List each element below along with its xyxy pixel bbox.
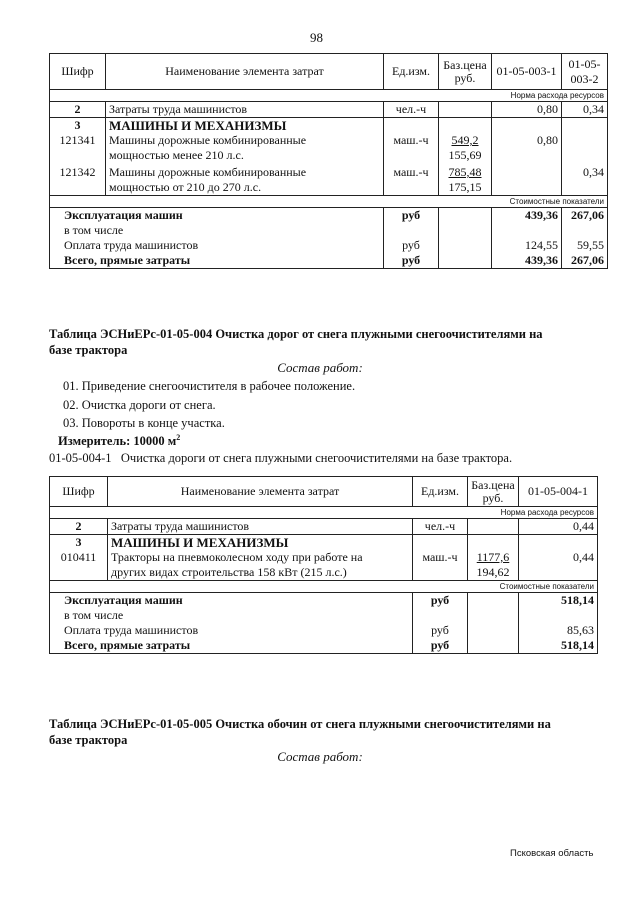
labor-name: Затраты труда машинистов (108, 519, 413, 535)
exploitation-label: Эксплуатация машин (50, 593, 413, 609)
exploitation-v1: 439,36 (492, 208, 562, 224)
wages-unit: руб (384, 238, 439, 253)
total-v2: 267,06 (562, 253, 608, 269)
header-code: Шифр (50, 477, 108, 507)
row-name: Машины дорожные комбинированные (109, 165, 307, 179)
prices (439, 118, 492, 196)
values-col2: 0,34 (562, 118, 608, 196)
labor-v2: 0,34 (562, 102, 608, 118)
row-price: 1177,6 (476, 550, 510, 564)
values-col1: 0,80 (492, 118, 562, 196)
header-unit: Ед.изм. (413, 477, 468, 507)
exploitation-unit: руб (413, 593, 468, 609)
machines-num: 3 010411 (50, 535, 108, 581)
row-price: 785,48 (448, 165, 482, 179)
measure: Измеритель: 10000 $м^2$ (58, 433, 181, 449)
exploitation-unit: руб (384, 208, 439, 224)
row-code: 121341 (59, 133, 96, 147)
labor-name: Затраты труда машинистов (106, 102, 384, 118)
labor-num: 2 (50, 102, 106, 118)
item-text: Очистка дороги от снега плужными снегоочистителями на базе трактора. (120, 451, 513, 465)
header-col1: 01-05-003-1 (492, 54, 562, 90)
machines-title: МАШИНЫ И МЕХАНИЗМЫ (111, 535, 289, 550)
work-item: 03. Повороты в конце участка. (63, 416, 225, 430)
row-name: Тракторы на пневмоколесном ходу при работе на (111, 550, 363, 564)
row-code: 121342 (59, 165, 96, 179)
row-unit: маш.-ч (393, 165, 429, 179)
work-item: 02. Очистка дороги от снега. (63, 398, 216, 412)
header-col2: 01-05-003-2 (562, 54, 608, 90)
footer-region: Псковская область (510, 848, 594, 859)
wages-unit: руб (413, 623, 468, 638)
wages-label: Оплата труда машинистов (50, 623, 413, 638)
row-unit: маш.-ч (393, 133, 429, 147)
exploitation-v1: 518,14 (519, 593, 598, 609)
units (384, 118, 439, 196)
row-name: мощностью от 210 до 270 л.с. (109, 180, 262, 194)
header-unit: Ед.изм. (384, 54, 439, 90)
total-v1: 439,36 (492, 253, 562, 269)
total-label: Всего, прямые затраты (50, 638, 413, 654)
row-price: 175,15 (448, 180, 482, 194)
page-number: 98 (310, 30, 323, 45)
row-price: 155,69 (448, 148, 482, 162)
values-col1: 0,44 (519, 535, 598, 581)
row-price: 194,62 (476, 565, 510, 579)
wages-v2: 59,55 (562, 238, 608, 253)
norm-label: Норма расхода ресурсов (50, 90, 608, 102)
row-price: 549,2 (451, 133, 479, 147)
header-name: Наименование элемента затрат (108, 477, 413, 507)
norm-label: Норма расхода ресурсов (50, 507, 598, 519)
table-01-05-004 (49, 476, 598, 654)
total-unit: руб (384, 253, 439, 269)
item-code: 01-05-004-1 (49, 451, 112, 465)
total-v1: 518,14 (519, 638, 598, 654)
table-01-05-003 (49, 53, 608, 269)
row-unit: маш.-ч (422, 550, 458, 564)
exploitation-v2: 267,06 (562, 208, 608, 224)
units (413, 535, 468, 581)
labor-unit: чел.-ч (413, 519, 468, 535)
wages-label: Оплата труда машинистов (50, 238, 384, 253)
section3-title: Таблица ЭСНиЕРс-01-05-005 Очистка обочин от снега плужными снегоочистителями на базе трактора (49, 717, 551, 747)
row-name: мощностью менее 210 л.с. (109, 148, 244, 162)
header-col1: 01-05-004-1 (519, 477, 598, 507)
header-price: Баз.цена руб. (468, 477, 519, 507)
section2-title: Таблица ЭСНиЕРс-01-05-004 Очистка дорог от снега плужными снегоочистителями на базе трактора (49, 327, 543, 357)
wages-v1: 85,63 (519, 623, 598, 638)
machines-num: 3 121341 121342 (50, 118, 106, 196)
cost-label: Стоимостные показатели (50, 196, 608, 208)
machines-list (106, 118, 384, 196)
labor-unit: чел.-ч (384, 102, 439, 118)
labor-v1: 0,80 (492, 102, 562, 118)
section3-works-title: Состав работ: (277, 749, 363, 764)
exploitation-label: Эксплуатация машин (50, 208, 384, 224)
row-name: других видах строительства 158 кВт (215 л.с.) (111, 565, 347, 579)
labor-num: 2 (50, 519, 108, 535)
section2-works-title: Состав работ: (277, 360, 363, 375)
machines-title: МАШИНЫ И МЕХАНИЗМЫ (109, 118, 287, 133)
cost-label: Стоимостные показатели (50, 581, 598, 593)
row-code: 010411 (60, 550, 97, 564)
including-label: в том числе (50, 223, 384, 238)
work-item: 01. Приведение снегоочистителя в рабочее положение. (63, 379, 356, 393)
total-label: Всего, прямые затраты (50, 253, 384, 269)
row-name: Машины дорожные комбинированные (109, 133, 307, 147)
total-unit: руб (413, 638, 468, 654)
including-label: в том числе (50, 608, 413, 623)
item-line (49, 451, 512, 466)
wages-v1: 124,55 (492, 238, 562, 253)
prices (468, 535, 519, 581)
header-code: Шифр (50, 54, 106, 90)
header-name: Наименование элемента затрат (106, 54, 384, 90)
header-price: Баз.цена руб. (439, 54, 492, 90)
machines-list (108, 535, 413, 581)
labor-v1: 0,44 (519, 519, 598, 535)
